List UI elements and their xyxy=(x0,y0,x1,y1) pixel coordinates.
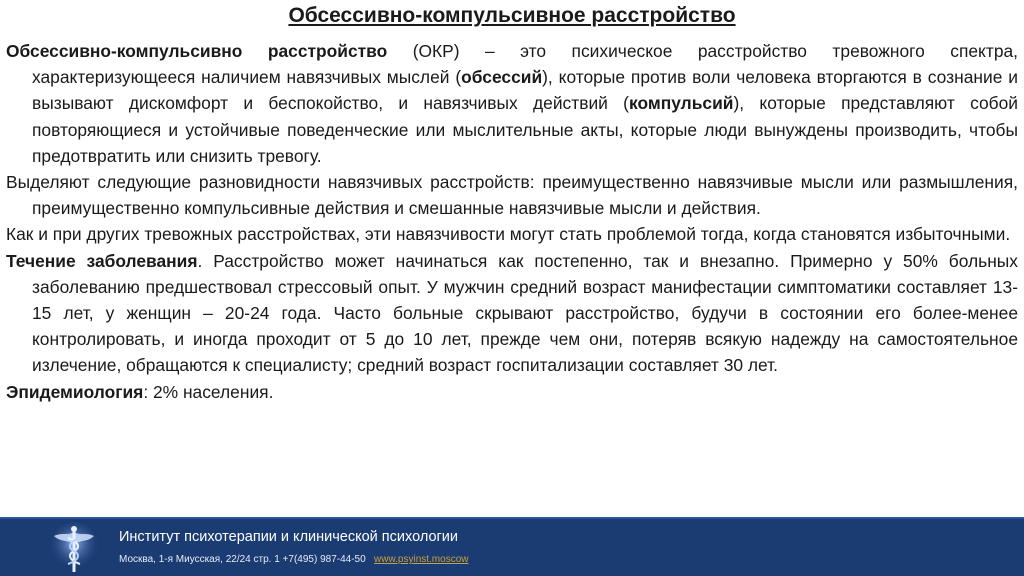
paragraph-epidemiology xyxy=(6,379,1018,405)
footer-address-text: Москва, 1-я Миусская, 22/24 стр. 1 +7(495) 987-44-50 xyxy=(119,554,366,565)
caduceus-logo-icon xyxy=(48,522,100,574)
paragraph-course xyxy=(6,248,1018,379)
footer-institute-name: Институт психотерапии и клинической психологии xyxy=(119,529,459,545)
footer-address xyxy=(119,554,468,565)
course-text: . Расстройство может начинаться как постепенно, так и внезапно. Примерно у 50% больных заболеванию предшествовал стрессовый опыт. У мужчин средний возраст манифестации симптоматики составляет 13-15 лет, у женщин – 20-24 года. Часто больные скрывают расстройство, будучи в состоянии его более-менее контролировать, и иногда проходит от 5 до 10 лет, прежде чем они, потеряв всякую надежду на самостоятельное излечение, обращаются к специалисту; средний возраст госпитализации составляет 30 лет. xyxy=(32,250,1018,376)
slide-content xyxy=(6,38,1018,405)
term-compulsions: компульсий xyxy=(628,93,734,114)
term-course: Течение заболевания xyxy=(6,250,198,271)
definition-text-2: ), которые против воли человека вторгаются в сознание и вызывают дискомфорт и беспокойство, и навязчивых действий ( xyxy=(32,67,1018,114)
paragraph-anxiety: Как и при других тревожных расстройствах, эти навязчивости могут стать проблемой тогда, когда становятся избыточными. xyxy=(6,224,1011,245)
paragraph-definition xyxy=(6,38,1018,169)
page-title: Обсессивно-компульсивное расстройство xyxy=(288,4,736,27)
term-epidemiology: Эпидемиология xyxy=(6,381,144,402)
footer-bar xyxy=(0,517,1024,576)
term-obsessions: обсессий xyxy=(461,67,543,88)
epidemiology-text: : 2% населения. xyxy=(143,381,274,402)
definition-text-3: ), которые представляют собой повторяющиеся и устойчивые поведенческие или мыслительные акты, которые люди вынуждены производить, чтобы предотвратить или снизить тревогу. xyxy=(32,93,1018,166)
paragraph-types: Выделяют следующие разновидности навязчивых расстройств: преимущественно навязчивые мысли или размышления, преимущественно компульсивные действия и смешанные навязчивые мысли и действия. xyxy=(6,172,1018,219)
term-ocd: Обсессивно-компульсивно расстройство xyxy=(6,41,388,61)
footer-website-link[interactable]: www.psyinst.moscow xyxy=(374,554,469,565)
definition-text-1: (ОКР) – это психическое расстройство тревожного спектра, характеризующееся наличием навязчивых мыслей ( xyxy=(32,41,1019,88)
